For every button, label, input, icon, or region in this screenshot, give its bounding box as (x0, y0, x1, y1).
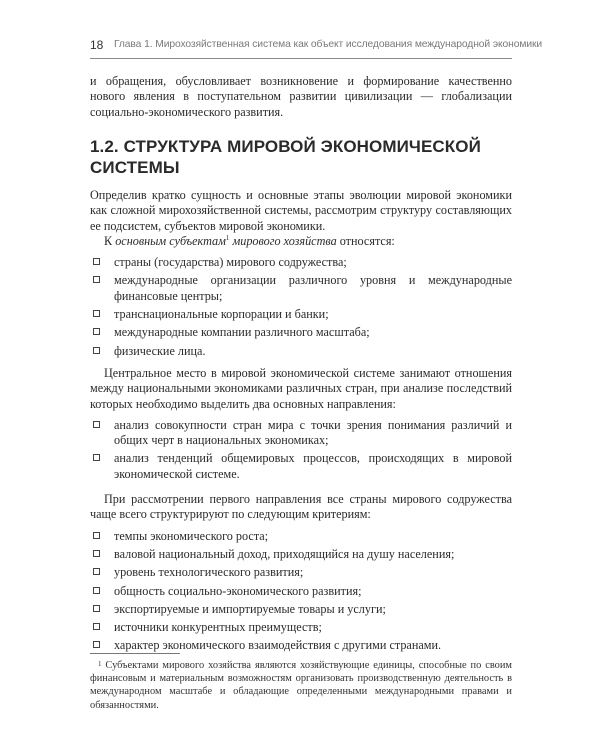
list-item (90, 255, 512, 270)
checkbox-bullet-icon (93, 258, 100, 265)
footnote-reference: 1 (225, 233, 230, 242)
chapter-title: Глава 1. Мирохозяйственная система как объект исследования международной экономики (114, 39, 543, 50)
list-item-text: общность социально-экономического развития; (114, 583, 362, 598)
running-header (90, 36, 543, 59)
list-item (90, 344, 512, 359)
list-item (90, 529, 512, 544)
checkbox-bullet-icon (93, 587, 100, 594)
section-body (90, 188, 512, 657)
list-item (90, 620, 512, 635)
section-paragraph-3: При рассмотрении первого направления все страны мирового содружества чаще всего структурируют по следующим критериям: (90, 492, 512, 522)
list-item-text: уровень технологического развития; (114, 565, 304, 580)
list-item (90, 547, 512, 562)
list-item-text: транснациональные корпорации и банки; (114, 307, 329, 322)
checkbox-bullet-icon (93, 605, 100, 612)
checkbox-bullet-icon (93, 550, 100, 557)
criteria-list (90, 529, 512, 654)
list-item (90, 451, 512, 482)
list-item-text: анализ совокупности стран мира с точки зрения понимания различий и общих черт в национальных экономиках; (114, 417, 512, 448)
list-item (90, 307, 512, 322)
section-paragraph-1: Определив кратко сущность и основные этапы эволюции мировой экономики как сложной мирохозяйственной системы, рассмотрим структуру составляющих ее подсистем, субъектов мировой экономики. (90, 188, 512, 233)
checkbox-bullet-icon (93, 532, 100, 539)
section-paragraph-2: Центральное место в мировой экономической системе занимают отношения между национальными экономиками различных стран, при анализе последствий которых необходимо выделить два основных направления: (90, 365, 512, 411)
list-item (90, 273, 512, 304)
list-item-text: валовой национальный доход, приходящийся на душу населения; (114, 546, 455, 561)
list-item-text: физические лица. (114, 343, 206, 358)
list-item (90, 638, 512, 653)
checkbox-bullet-icon (93, 568, 100, 575)
subjects-list (90, 255, 512, 359)
subjects-intro-emphasis-1: основным субъектам (115, 233, 226, 248)
directions-list (90, 418, 512, 482)
intro-continuation-paragraph: и обращения, обусловливает возникновение и формирование качественно нового явления в поступательном развитии цивилизации — глобализации социально-экономического развития. (90, 74, 512, 119)
checkbox-bullet-icon (93, 276, 100, 283)
list-item (90, 418, 512, 449)
list-item-text: анализ тенденций общемировых процессов, происходящих в мировой экономической системе. (114, 451, 512, 481)
list-item-text: источники конкурентных преимуществ; (114, 620, 322, 635)
list-item-text: международные организации различного уровня и международные финансовые центры; (114, 273, 512, 303)
list-item (90, 325, 512, 340)
intro-continuation-block (90, 74, 512, 120)
checkbox-bullet-icon (93, 421, 100, 428)
list-item (90, 584, 512, 599)
list-item-text: международные компании различного масштаба; (114, 325, 370, 340)
checkbox-bullet-icon (93, 328, 100, 335)
footnote-mark: 1 (98, 660, 102, 668)
subjects-intro-emphasis-2: мирового хозяйства (229, 233, 337, 248)
subjects-intro-prefix: К (104, 233, 116, 248)
subjects-intro (90, 234, 512, 249)
footnote-text: Субъектами мирового хозяйства являются хозяйствующие единицы, способные по своим финансовым и материальным возможностям организовать производственную деятельность в международном масштабе и обладающие определенными международными правами и обязанностями. (90, 660, 512, 711)
list-item-text: характер экономического взаимодействия с другими странами. (114, 638, 442, 653)
list-item-text: экспортируемые и импортируемые товары и услуги; (114, 601, 386, 616)
page-number: 18 (90, 38, 104, 52)
checkbox-bullet-icon (93, 623, 100, 630)
footnote-divider (90, 653, 180, 654)
list-item (90, 602, 512, 617)
checkbox-bullet-icon (93, 641, 100, 648)
footnote (90, 659, 512, 712)
subjects-intro-suffix: относятся: (336, 233, 395, 248)
checkbox-bullet-icon (93, 454, 100, 461)
list-item-text: страны (государства) мирового содружества; (114, 255, 347, 270)
list-item-text: темпы экономического роста; (114, 528, 269, 543)
list-item (90, 565, 512, 580)
checkbox-bullet-icon (93, 310, 100, 317)
section-heading: 1.2. СТРУКТУРА МИРОВОЙ ЭКОНОМИЧЕСКОЙ СИСТЕМЫ (90, 137, 481, 177)
checkbox-bullet-icon (93, 347, 100, 354)
